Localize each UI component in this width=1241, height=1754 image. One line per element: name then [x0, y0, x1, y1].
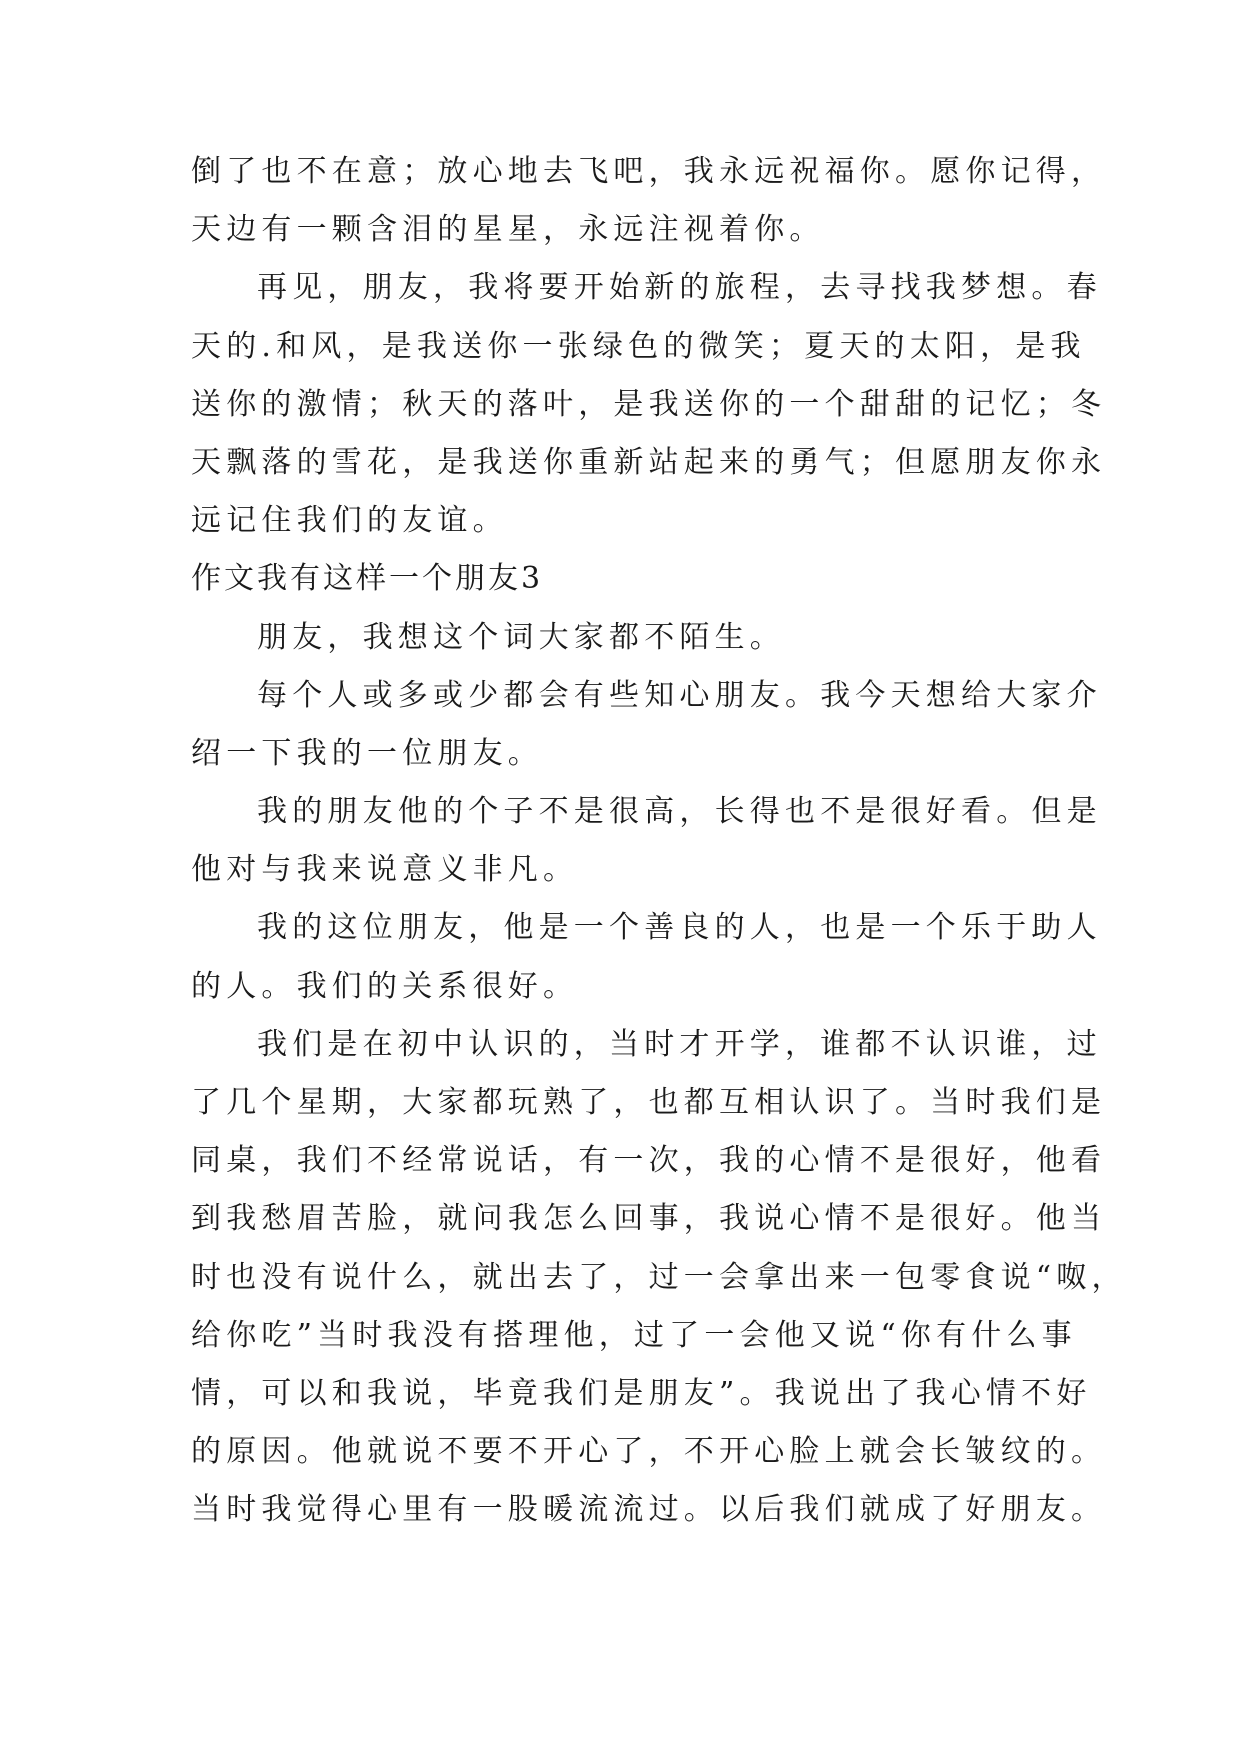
text-line: 他对与我来说意义非凡。 — [191, 852, 579, 888]
paragraph-start-line: 我的朋友他的个子不是很高，长得也不是很好看。但是 — [257, 794, 1102, 830]
text-line: 的人。我们的关系很好。 — [191, 968, 579, 1004]
paragraph-start-line: 我的这位朋友，他是一个善良的人，也是一个乐于助人 — [257, 910, 1102, 946]
text-line: 同桌，我们不经常说话，有一次，我的心情不是很好，他看 — [191, 1143, 1107, 1179]
text-line: 天边有一颗含泪的星星，永远注视着你。 — [191, 212, 825, 248]
text-line: 到我愁眉苦脸，就问我怎么回事，我说心情不是很好。他当 — [191, 1201, 1107, 1237]
text-line: 绍一下我的一位朋友。 — [191, 735, 543, 771]
text-line: 当时我觉得心里有一股暖流流过。以后我们就成了好朋友。 — [191, 1492, 1107, 1528]
text-line: 天飘落的雪花，是我送你重新站起来的勇气；但愿朋友你永 — [191, 444, 1107, 480]
text-line: 给你吃”当时我没有搭理他，过了一会他又说“你有什么事 — [191, 1317, 1077, 1353]
text-line: 倒了也不在意；放心地去飞吧，我永远祝福你。愿你记得， — [191, 154, 1107, 189]
text-line: 时也没有说什么，就出去了，过一会拿出来一包零食说“呶， — [191, 1259, 1127, 1295]
text-line: 了几个星期，大家都玩熟了，也都互相认识了。当时我们是 — [191, 1085, 1107, 1120]
paragraph-start-line: 每个人或多或少都会有些知心朋友。我今天想给大家介 — [257, 677, 1102, 713]
section-heading: 作文我有这样一个朋友3 — [191, 561, 544, 597]
text-line: 送你的激情；秋天的落叶，是我送你的一个甜甜的记忆；冬 — [191, 386, 1107, 422]
text-line: 的原因。他就说不要不开心了，不开心脸上就会长皱纹的。 — [191, 1434, 1107, 1470]
document-body — [191, 143, 1127, 1540]
text-line: 情，可以和我说，毕竟我们是朋友”。我说出了我心情不好 — [191, 1375, 1092, 1411]
paragraph-start-line: 我们是在初中认识的，当时才开学，谁都不认识谁，过 — [257, 1026, 1102, 1062]
text-line: 远记住我们的友谊。 — [191, 503, 508, 539]
paragraph-start-line: 朋友，我想这个词大家都不陌生。 — [257, 619, 785, 655]
text-line: 天的.和风，是我送你一张绿色的微笑；夏天的太阳，是我 — [191, 328, 1086, 364]
paragraph-start-line: 再见，朋友，我将要开始新的旅程，去寻找我梦想。春 — [257, 270, 1102, 306]
